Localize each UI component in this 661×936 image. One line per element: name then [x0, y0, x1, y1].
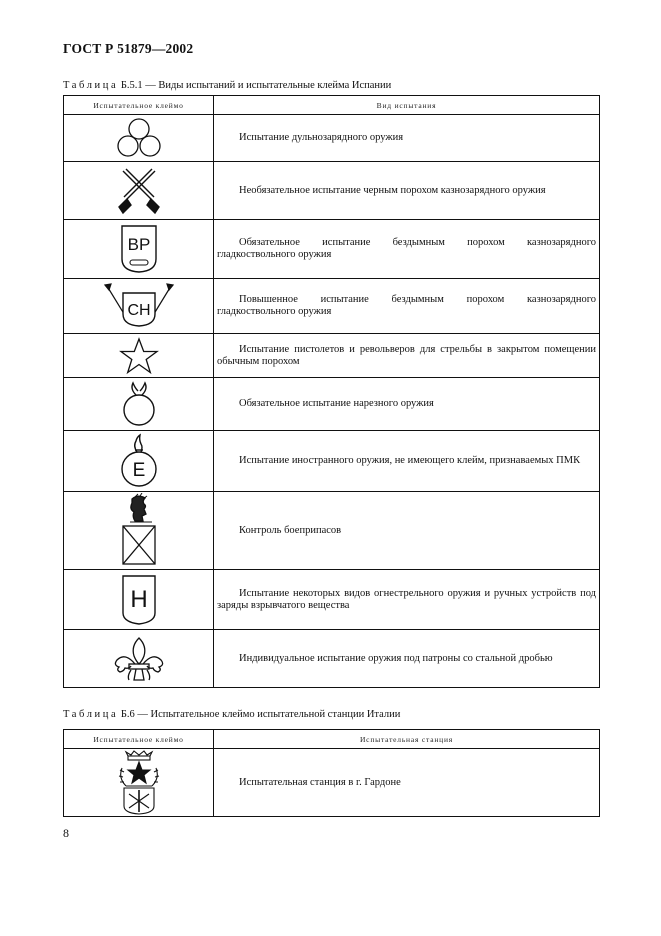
table-row [64, 431, 600, 492]
ch-shield-mark-icon [99, 282, 179, 330]
table-header-row [64, 730, 600, 749]
column-header-mark: Испытательное клеймо [64, 96, 214, 115]
table-row [64, 492, 600, 570]
table-row [64, 378, 600, 431]
table1-caption [63, 80, 391, 91]
test-description [214, 279, 600, 334]
bp-mark-letters: BP [127, 235, 150, 254]
test-description [214, 334, 600, 378]
bomb-e-mark-icon [114, 432, 164, 490]
test-description-text: Испытание некоторых видов огнестрельного оружия и ручных устройств под заряды взрывчатого вещества [217, 587, 596, 611]
station-description [214, 749, 600, 817]
table2-caption-text: Б.6 — Испытательное клеймо испытательной станции Италии [120, 709, 401, 720]
mark-cell [64, 570, 214, 630]
table-row [64, 279, 600, 334]
test-description-text: Необязательное испытание черным порохом казнозарядного оружия [239, 184, 546, 196]
page-number: 8 [63, 826, 69, 840]
table-header-row [64, 96, 600, 115]
mark-cell [64, 115, 214, 162]
test-description-text: Контроль боеприпасов [239, 524, 342, 536]
mark-cell [64, 492, 214, 570]
helmet-shield-mark-icon [114, 493, 164, 569]
table-row [64, 570, 600, 630]
column-header-mark: Испытательное клеймо [64, 730, 214, 749]
mark-cell [64, 431, 214, 492]
table2-caption [63, 709, 400, 720]
column-header-station: Испытательная станция [214, 730, 600, 749]
test-description [214, 570, 600, 630]
column-header-test: Вид испытания [214, 96, 600, 115]
test-description [214, 115, 600, 162]
test-description [214, 492, 600, 570]
mark-cell [64, 749, 214, 817]
mark-cell [64, 630, 214, 688]
spain-proof-marks-table [63, 95, 600, 688]
h-mark-letter: H [129, 585, 148, 613]
table-row [64, 630, 600, 688]
crossed-rifles-mark-icon [109, 165, 169, 217]
fleur-de-lis-mark-icon [107, 634, 171, 684]
test-description [214, 378, 600, 431]
test-description-text: Обязательное испытание бездымным порохом казнозарядного гладкоствольного оружия [217, 237, 596, 260]
table-row [64, 220, 600, 279]
table1-caption-text: Б.5.1 — Виды испытаний и испытательные клейма Испании [120, 80, 392, 91]
test-description-text: Индивидуальное испытание оружия под патроны со стальной дробью [239, 652, 553, 664]
test-description-text: Повышенное испытание бездымным порохом казнозарядного гладкоствольного оружия [217, 294, 596, 317]
mark-cell [64, 378, 214, 431]
test-description [214, 431, 600, 492]
ch-mark-letters: CH [126, 302, 151, 319]
italy-proof-marks-table [63, 729, 600, 817]
table-row [64, 115, 600, 162]
gardone-crest-mark-icon [114, 750, 164, 816]
test-description-text: Испытание пистолетов и револьверов для стрельбы в закрытом помещении обычным порохом [217, 343, 596, 367]
test-description-text: Обязательное испытание нарезного оружия [239, 398, 434, 409]
table-row [64, 334, 600, 378]
station-description-text: Испытательная станция в г. Гардоне [239, 776, 401, 788]
table-row [64, 749, 600, 817]
mark-cell [64, 334, 214, 378]
table1-caption-label: Таблица [63, 80, 119, 91]
three-circles-mark-icon [109, 116, 169, 160]
table-row [64, 162, 600, 220]
mark-cell [64, 162, 214, 220]
table2-caption-label: Таблица [63, 709, 119, 720]
mark-cell [64, 220, 214, 279]
document-header: ГОСТ Р 51879—2002 [63, 41, 194, 56]
e-mark-letter: E [132, 460, 145, 481]
star-mark-icon [117, 336, 161, 376]
test-description [214, 162, 600, 220]
h-shield-mark-icon [117, 573, 161, 627]
test-description [214, 220, 600, 279]
test-description [214, 630, 600, 688]
bp-shield-mark-icon [114, 223, 164, 275]
mark-cell [64, 279, 214, 334]
test-description-text: Испытание дульнозарядного оружия [239, 132, 404, 143]
bomb-mark-icon [117, 379, 161, 429]
test-description-text: Испытание иностранного оружия, не имеющего клейм, признаваемых ПМК [239, 455, 581, 466]
